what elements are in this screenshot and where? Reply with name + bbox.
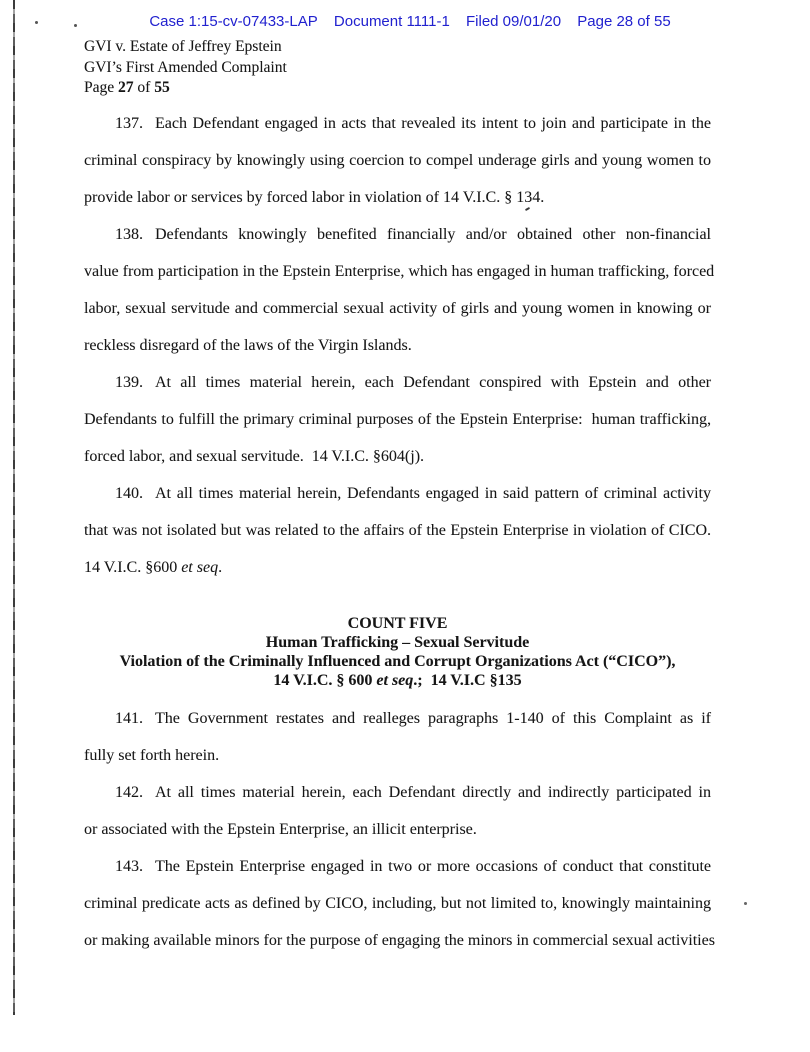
- text-run: At all times material herein, Defendants engaged in said pattern of criminal activity: [155, 485, 711, 502]
- text-run: Human Trafficking – Sexual Servitude: [265, 634, 530, 651]
- text-line: [84, 848, 711, 885]
- text-run: At all times material herein, each Defendant directly and indirectly participated in: [155, 784, 711, 801]
- paragraph-number: 141.: [115, 710, 143, 727]
- text-run: et seq: [376, 672, 414, 689]
- body-paragraph: [84, 700, 711, 774]
- text-run: Defendants to fulfill the primary criminal purposes of the Epstein Enterprise: human trafficking,: [84, 411, 711, 428]
- document-title: GVI’s First Amended Complaint: [84, 58, 287, 76]
- text-line: [84, 475, 711, 512]
- court-stamp: [0, 13, 810, 30]
- text-line: [84, 327, 711, 364]
- paragraph-number: 142.: [115, 784, 143, 801]
- text-run: labor, sexual servitude and commercial sexual activity of girls and young women in knowing or: [84, 300, 711, 317]
- paragraph-number: 138.: [115, 226, 143, 243]
- text-run: criminal predicate acts as defined by CICO, including, but not limited to, knowingly maintaining: [84, 895, 711, 912]
- text-line: [84, 290, 711, 327]
- text-line: [84, 512, 711, 549]
- text-run: .: [218, 559, 223, 576]
- current-page-number: 27: [118, 79, 134, 96]
- text-run: The Government restates and realleges paragraphs 1-140 of this Complaint as if: [155, 710, 711, 727]
- text-line: [84, 549, 711, 586]
- text-line: [84, 922, 715, 959]
- text-run: et seq: [181, 559, 219, 576]
- total-pages-number: 55: [154, 79, 170, 96]
- page-word: Page: [84, 79, 115, 96]
- scan-artifact-speck: [744, 902, 747, 905]
- count-heading-line: [84, 671, 711, 690]
- case-caption: GVI v. Estate of Jeffrey Epstein: [84, 38, 282, 55]
- stamp-page-number: Page 28 of 55: [577, 13, 671, 30]
- text-line: [84, 737, 711, 774]
- text-run: reckless disregard of the laws of the Virgin Islands.: [84, 337, 412, 354]
- body-paragraph: [84, 774, 711, 848]
- text-line: [84, 700, 711, 737]
- text-run: criminal conspiracy by knowingly using coercion to compel underage girls and young women to: [84, 152, 711, 169]
- text-run: Each Defendant engaged in acts that revealed its intent to join and participate in the: [155, 115, 711, 132]
- text-run: The Epstein Enterprise engaged in two or more occasions of conduct that constitute: [155, 858, 711, 875]
- text-run: .; 14 V.I.C §135: [413, 672, 522, 689]
- text-line: [84, 811, 711, 848]
- paragraph-number: 139.: [115, 374, 143, 391]
- text-line: [84, 253, 715, 290]
- stamp-case-number: Case 1:15-cv-07433-LAP: [149, 13, 318, 30]
- text-line: [84, 364, 711, 401]
- page-number-line: [84, 78, 287, 99]
- stamp-filed-date: Filed 09/01/20: [466, 13, 562, 30]
- body-flow: [84, 105, 715, 959]
- body-paragraph: [84, 216, 715, 364]
- count-heading-line: [84, 633, 711, 652]
- text-run: value from participation in the Epstein Enterprise, which has engaged in human trafficking, forced: [84, 263, 715, 280]
- text-run: forced labor, and sexual servitude. 14 V.I.C. §604(j).: [84, 448, 425, 465]
- text-line: [84, 438, 711, 475]
- paragraph-number: 143.: [115, 858, 143, 875]
- text-run: Violation of the Criminally Influenced and Corrupt Organizations Act (“CICO”),: [119, 653, 676, 670]
- document-header: [84, 37, 287, 99]
- text-line: [84, 142, 711, 179]
- text-line: [84, 401, 711, 438]
- text-line: [84, 774, 711, 811]
- count-heading-line: [84, 614, 711, 633]
- text-run: or associated with the Epstein Enterprise, an illicit enterprise.: [84, 821, 477, 838]
- paragraph-number: 137.: [115, 115, 143, 132]
- count-heading: [84, 614, 711, 690]
- text-run: fully set forth herein.: [84, 747, 220, 764]
- text-line: [84, 105, 711, 142]
- text-run: Defendants knowingly benefited financially and/or obtained other non-financial: [155, 226, 711, 243]
- paragraph-number: 140.: [115, 485, 143, 502]
- text-run: provide labor or services by forced labor in violation of 14 V.I.C. § 134.: [84, 189, 545, 206]
- stamp-document-number: Document 1111-1: [333, 13, 450, 30]
- body-paragraph: [84, 364, 711, 475]
- body-paragraph: [84, 475, 711, 586]
- text-line: [84, 216, 711, 253]
- text-run: 14 V.I.C. §600: [84, 559, 182, 576]
- body-paragraph: [84, 848, 715, 959]
- text-run: At all times material herein, each Defendant conspired with Epstein and other: [155, 374, 711, 391]
- of-word: of: [137, 79, 151, 96]
- body-paragraph: [84, 105, 711, 216]
- text-line: [84, 885, 711, 922]
- scan-artifact-vertical-line: [13, 0, 15, 1015]
- text-run: 14 V.I.C. § 600: [273, 672, 377, 689]
- text-run: that was not isolated but was related to the affairs of the Epstein Enterprise in violation of CICO.: [84, 522, 711, 539]
- text-line: [84, 179, 711, 216]
- text-run: or making available minors for the purpose of engaging the minors in commercial sexual activities: [84, 932, 715, 949]
- count-heading-line: [84, 652, 711, 671]
- text-run: COUNT FIVE: [347, 615, 448, 632]
